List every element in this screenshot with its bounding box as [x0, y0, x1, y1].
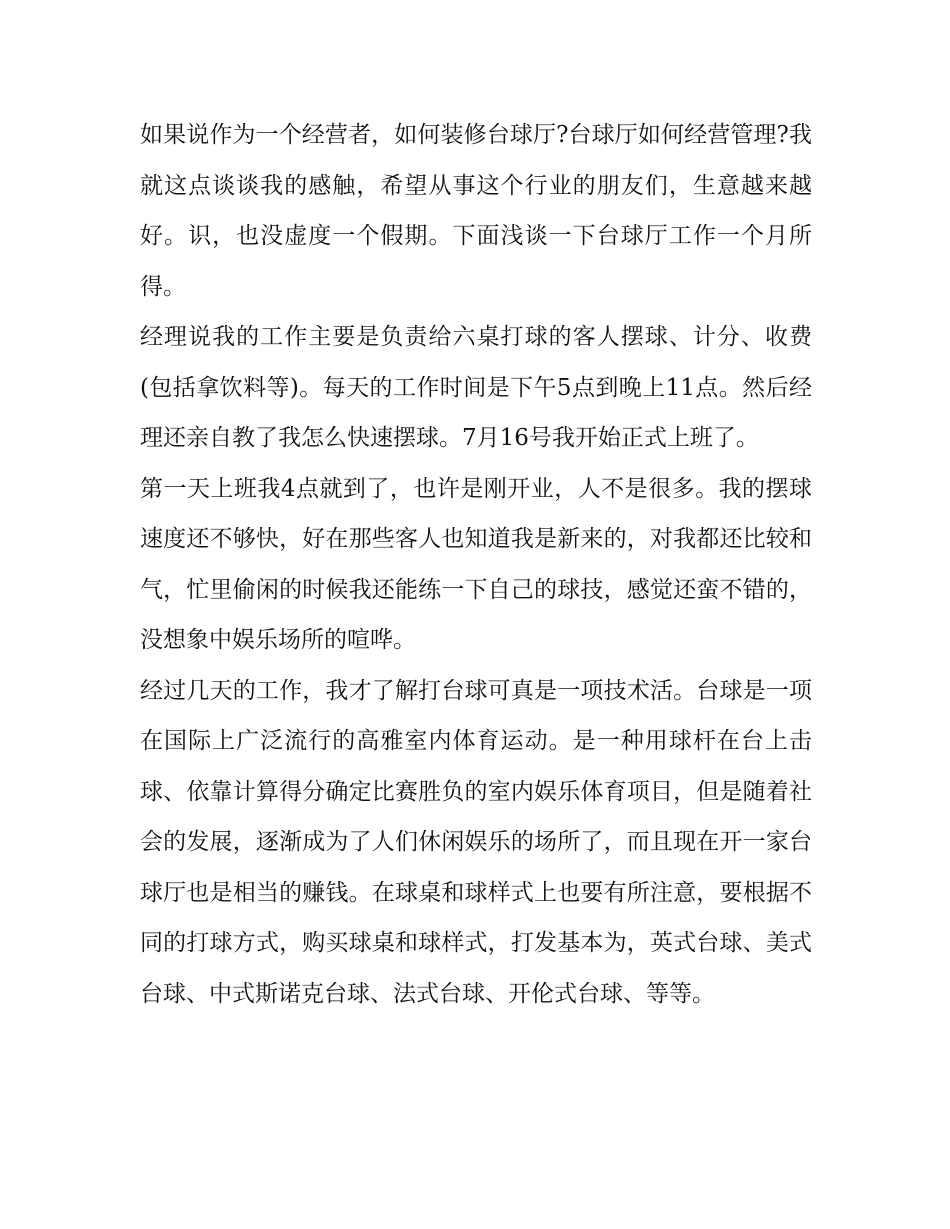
paragraph-1: 如果说作为一个经营者，如何装修台球厅?台球厅如何经营管理?我就这点谈谈我的感触，希望从事这个行业的朋友们，生意越来越好。识，也没虚度一个假期。下面浅谈一下台球厅工作一个月所得。: [140, 122, 812, 300]
paragraph-2: 经理说我的工作主要是负责给六桌打球的客人摆球、计分、收费(包括拿饮料等)。每天的工作时间是下午5点到晚上11点。然后经理还亲自教了我怎么快速摆球。7月16号我开始正式上班了。: [140, 324, 812, 451]
paragraph-3: 第一天上班我4点就到了，也许是刚开业，人不是很多。我的摆球速度还不够快，好在那些客人也知道我是新来的，对我都还比较和气，忙里偷闲的时候我还能练一下自己的球技，感觉还蛮不错的，没想象中娱乐场所的喧哗。: [140, 475, 812, 653]
document-body: [140, 110, 812, 1019]
paragraph-4: 经过几天的工作，我才了解打台球可真是一项技术活。台球是一项在国际上广泛流行的高雅室内体育运动。是一种用球杆在台上击球、依靠计算得分确定比赛胜负的室内娱乐体育项目，但是随着社会的发展，逐渐成为了人们休闲娱乐的场所了，而且现在开一家台球厅也是相当的赚钱。在球桌和球样式上也要有所注意，要根据不同的打球方式，购买球桌和球样式，打发基本为，英式台球、美式台球、中式斯诺克台球、法式台球、开伦式台球、等等。: [140, 677, 812, 1007]
